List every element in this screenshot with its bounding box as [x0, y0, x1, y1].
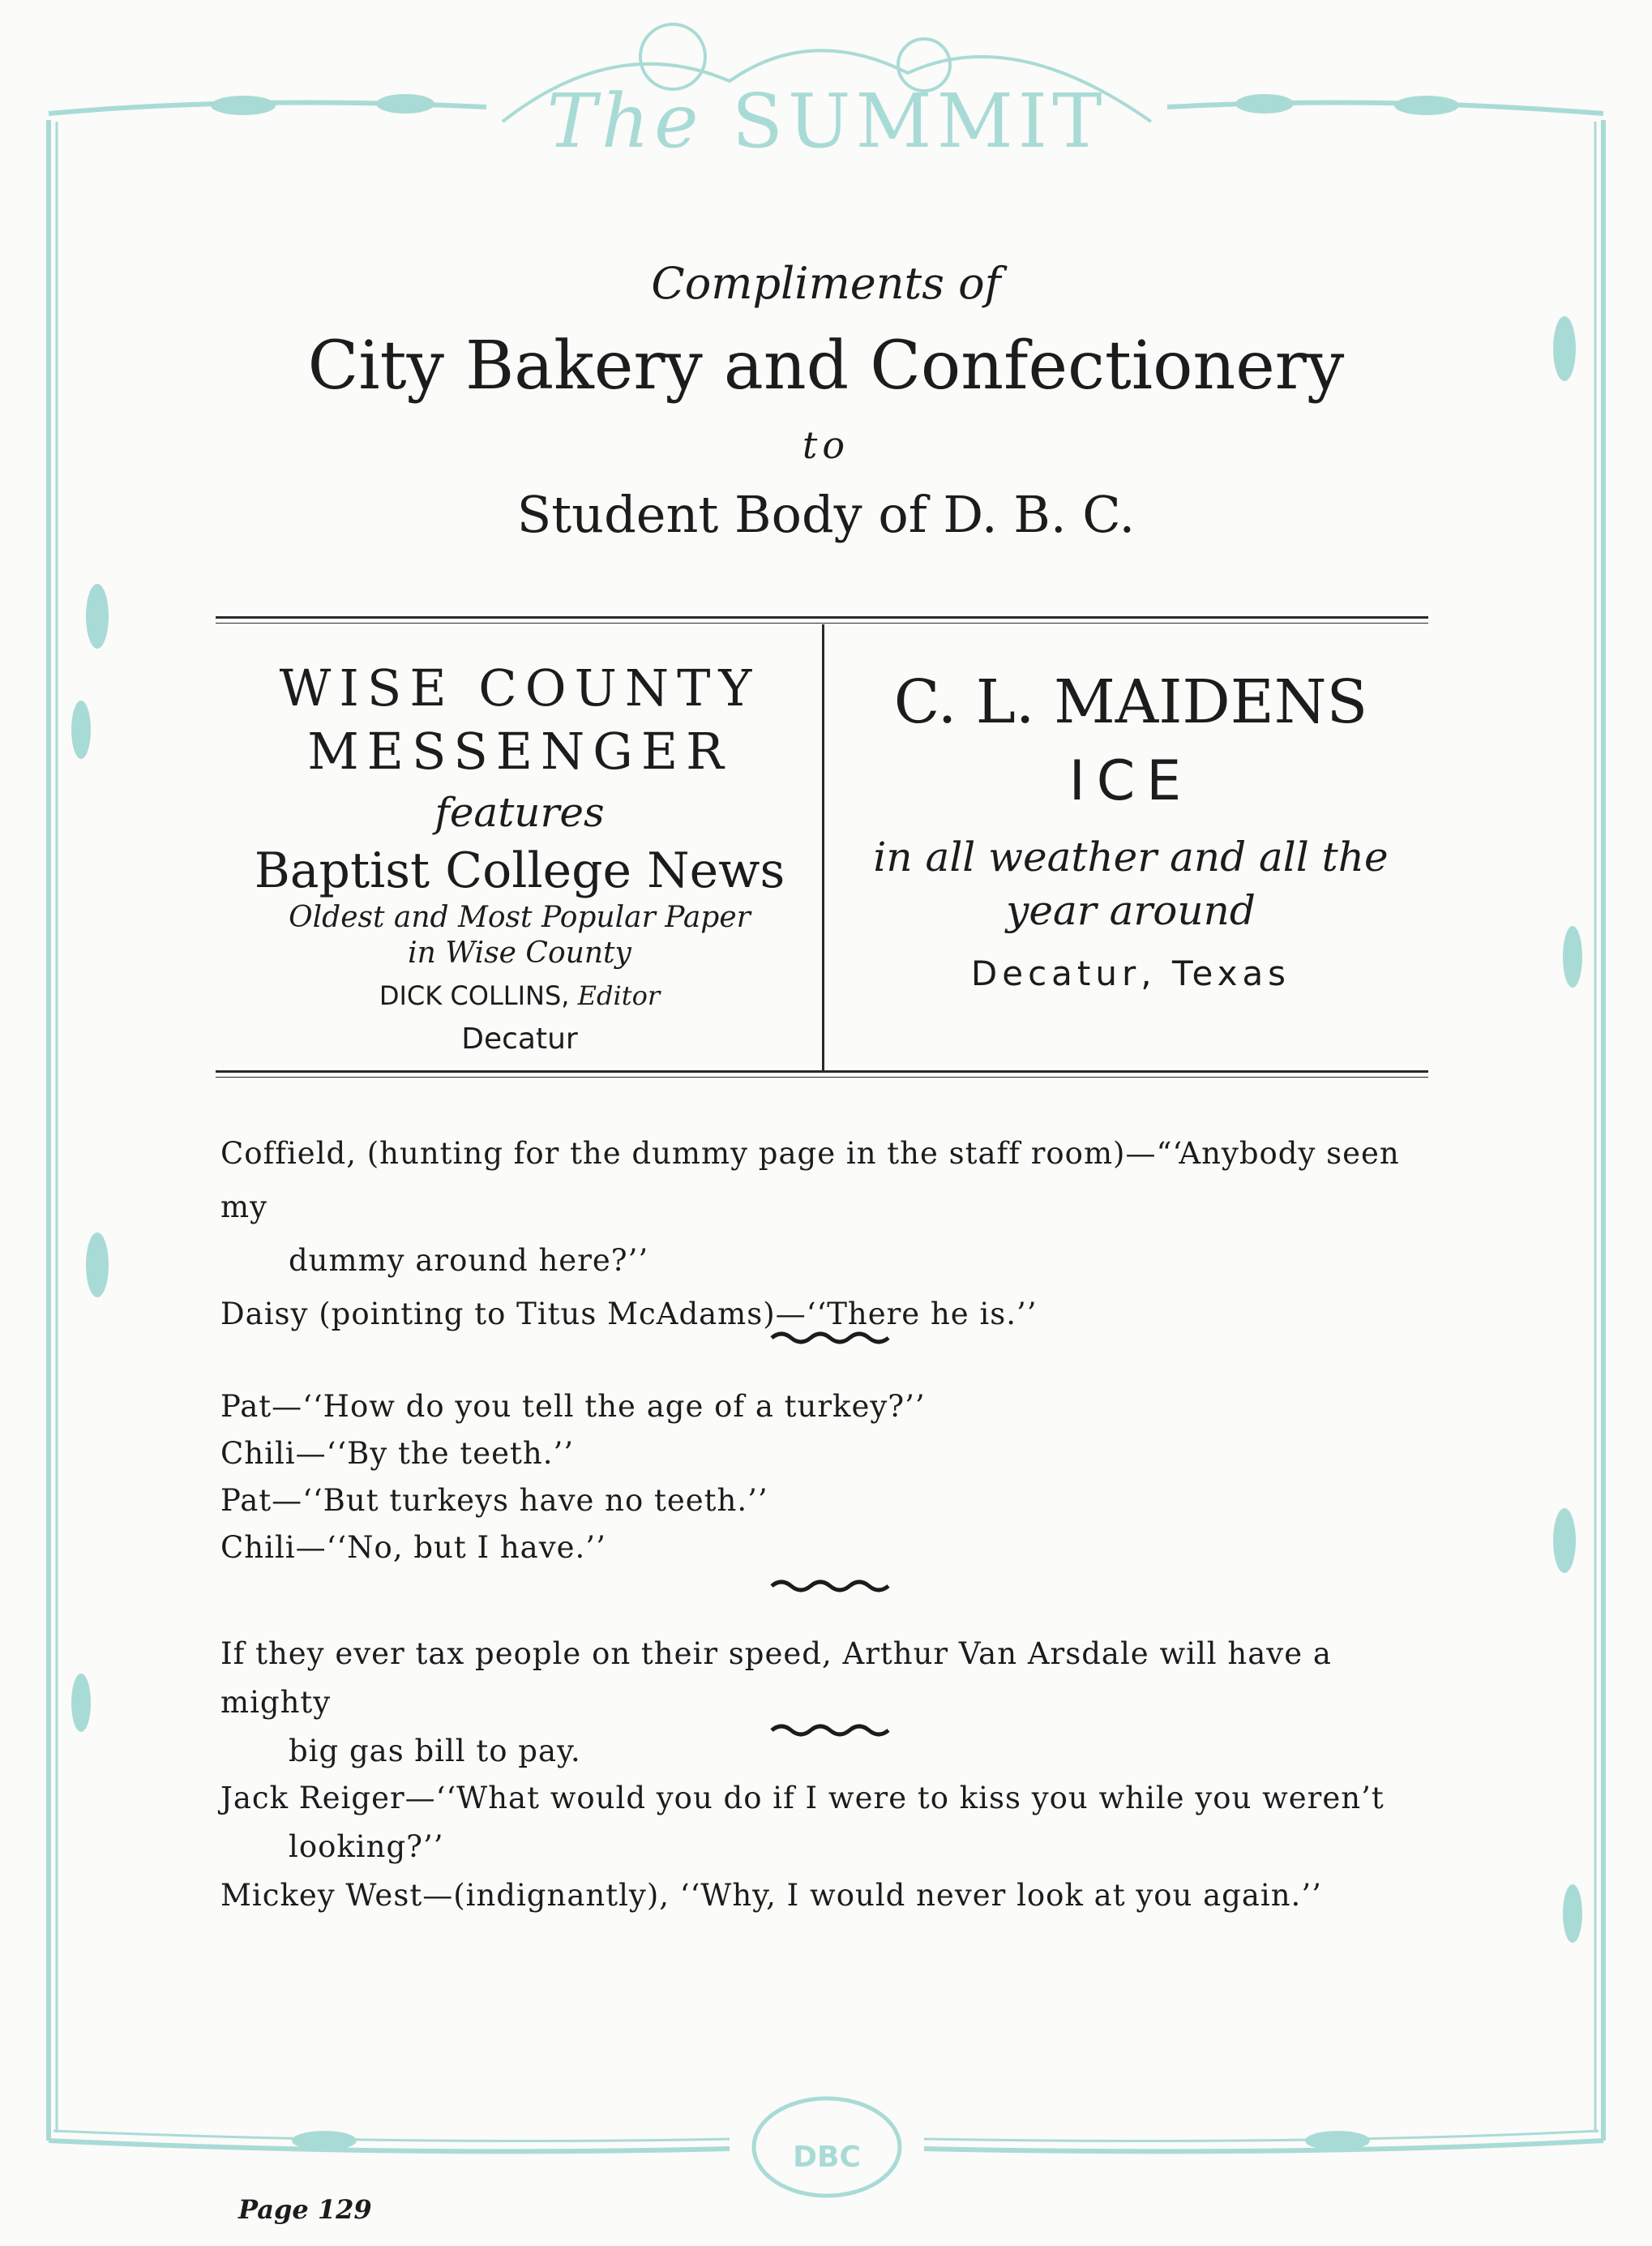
slogan-line1: in all weather and all the [873, 834, 1389, 881]
joke-line: big gas bill to pay. [289, 1734, 581, 1768]
wavy-separator [770, 1576, 892, 1592]
joke-line: Chili—‘‘By the teeth.’’ [220, 1436, 575, 1471]
joke-line: Pat—‘‘How do you tell the age of a turkey?’’ [220, 1389, 926, 1424]
ad-box-bottom-rule-thin [216, 1077, 1428, 1078]
ad-box-top-rule [216, 616, 1428, 619]
summit-masthead [486, 78, 1167, 165]
features-label: features [434, 789, 605, 836]
joke-line: Pat—‘‘But turkeys have no teeth.’’ [220, 1483, 768, 1518]
masthead-summit: SUMMIT [731, 78, 1107, 165]
baptist-college-news: Baptist College News [254, 842, 785, 899]
messenger-name-line1: WISE COUNTY [279, 658, 760, 718]
ice-label: ICE [1068, 749, 1193, 813]
editor-credit [216, 971, 824, 1020]
joke-line: looking?’’ [289, 1829, 444, 1864]
cl-maidens-ice-ad [827, 657, 1435, 1010]
joke-speed-tax [220, 1630, 1436, 1776]
wavy-separator [770, 1328, 892, 1344]
wise-county-messenger-ad [216, 657, 824, 1059]
to-label: to [802, 423, 850, 467]
bakery-name: City Bakery and Confectionery [307, 328, 1345, 405]
messenger-town: Decatur [461, 1022, 578, 1056]
joke-line: Mickey West—(indignantly), ‘‘Why, I would never look at you again.’’ [220, 1878, 1322, 1913]
tagline-line1: Oldest and Most Popular Paper [289, 901, 751, 934]
recipient-label: Student Body of D. B. C. [516, 485, 1136, 544]
slogan-line2: year around [1006, 887, 1256, 934]
masthead-the: The [546, 78, 704, 165]
page-number: Page 129 [238, 2194, 372, 2225]
joke-line: Daisy (pointing to Titus McAdams)—‘‘There he is.’’ [220, 1297, 1038, 1331]
joke-turkey [220, 1383, 1436, 1571]
joke-coffield [220, 1127, 1436, 1341]
joke-line: dummy around here?’’ [289, 1243, 649, 1278]
ad-box-top-rule-thin [216, 623, 1428, 624]
messenger-name-line2: MESSENGER [307, 722, 732, 781]
joke-line: If they ever tax people on their speed, Arthur Van Arsdale will have a mighty [220, 1636, 1332, 1720]
maidens-name: C. L. MAIDENS [893, 667, 1368, 737]
wavy-separator [770, 1721, 892, 1737]
editor-title: Editor [577, 980, 661, 1011]
compliments-label: Compliments of [651, 258, 1001, 309]
ad-box-bottom-rule [216, 1070, 1428, 1073]
joke-line: Jack Reiger—‘‘What would you do if I were to kiss you while you weren’t [220, 1781, 1385, 1815]
joke-line: Chili—‘‘No, but I have.’’ [220, 1530, 606, 1565]
joke-line: Coffield, (hunting for the dummy page in the staff room)—“‘Anybody seen my [220, 1136, 1400, 1224]
tagline-line2: in Wise County [408, 937, 631, 970]
dbc-emblem: DBC [793, 2141, 861, 2174]
joke-kiss [220, 1774, 1436, 1920]
maidens-location: Decatur, Texas [970, 954, 1291, 993]
editor-name: DICK COLLINS, [379, 980, 570, 1011]
